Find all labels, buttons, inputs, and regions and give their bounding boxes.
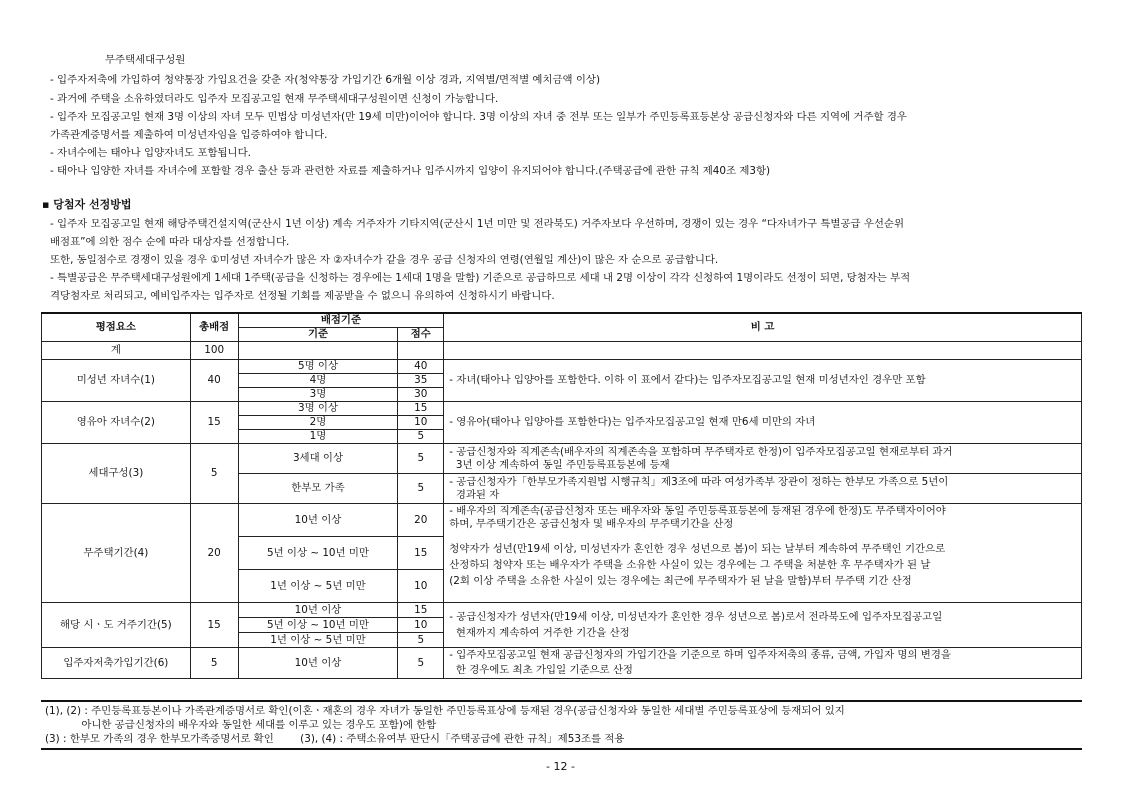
factor-cell: 입주자저축가입기간(6) (42, 648, 191, 679)
remark-cell (444, 603, 1082, 648)
score-cell: 5 (398, 474, 444, 504)
factor-cell: 해당 시ㆍ도 거주기간(5) (42, 603, 191, 648)
basis-cell: 3세대 이상 (238, 444, 398, 474)
remark-line: 청약자가 성년(만19세 이상, 미성년자가 혼인한 경우 성년으로 봄)이 되는 날부터 계속하여 무주택인 기간으로 (449, 543, 946, 555)
basis-cell: 2명 (238, 416, 398, 430)
remark-line: 현재까지 계속하여 거주한 기간을 산정 (449, 627, 630, 639)
remark-line: 3년 이상 계속하여 동일 주민등록표등본에 등재 (449, 458, 670, 471)
selection-line: 또한, 동일점수로 경쟁이 있을 경우 ①미성년 자녀수가 많은 자 ②자녀수가 같을 경우 공급 신청자의 연령(연월일 계산)이 많은 자 순으로 공급합니다. (50, 254, 719, 266)
remark-line (449, 531, 1078, 541)
basis-cell: 10년 이상 (238, 603, 398, 618)
remark-line: 하며, 무주택기간은 공급신청자 및 배우자의 무주택기간을 산정 (449, 518, 734, 530)
remark-cell: - 영유아(태아나 입양아를 포함한다)는 입주자모집공고일 현재 만6세 미만의 자녀 (444, 402, 1082, 444)
remark-line: - 공급신청자가「한부모가족지원법 시행규칙」제3조에 따라 여성가족부 장관이 정하는 한부모 가족으로 5년이 (449, 475, 949, 488)
total-label: 계 (42, 342, 191, 360)
score-cell: 15 (398, 537, 444, 570)
header-criteria: 배점기준 (238, 313, 444, 328)
remark-line: 산정하되 청약자 또는 배우자가 주택을 소유한 사실이 있는 경우에는 그 주택을 처분한 후 무주택자가 된 날 (449, 559, 931, 571)
score-cell: 15 (398, 402, 444, 416)
header-remarks: 비 고 (444, 313, 1082, 342)
basis-cell: 1년 이상 ~ 5년 미만 (238, 633, 398, 648)
header-factor: 평점요소 (42, 313, 191, 342)
selection-line: 배점표”에 의한 점수 순에 따라 대상자를 선정합니다. (50, 236, 290, 248)
basis-cell: 10년 이상 (238, 648, 398, 679)
remark-line: 경과된 자 (449, 488, 500, 501)
table-footnotes (41, 700, 1082, 750)
factor-cell: 영유아 자녀수(2) (42, 402, 191, 444)
remark-line: - 입주자모집공고일 현재 공급신청자의 가입기간을 기준으로 하며 입주자저축의 종류, 금액, 가입자 명의 변경을 (449, 649, 951, 661)
header-total: 총배점 (190, 313, 238, 342)
footnote-line: 아니한 공급신청자의 배우자와 동일한 세대를 이루고 있는 경우도 포함)에 한함 (45, 719, 437, 731)
score-cell: 5 (398, 444, 444, 474)
basis-cell: 5년 이상 ~ 10년 미만 (238, 537, 398, 570)
intro-line: - 입주자저축에 가입하여 청약통장 가입요건을 갖춘 자(청약통장 가입기간 6개월 이상 경과, 지역별/면적별 예치금액 이상) (50, 74, 600, 86)
remark-cell (444, 444, 1082, 474)
basis-cell: 1명 (238, 430, 398, 444)
score-cell: 10 (398, 570, 444, 603)
remark-line: 한 경우에도 최초 가입일 기준으로 산정 (449, 664, 633, 676)
score-cell: 35 (398, 374, 444, 388)
page-number: - 12 - (546, 760, 575, 773)
intro-heading: 무주택세대구성원 (105, 54, 186, 66)
intro-line: - 태아나 입양한 자녀를 자녀수에 포함할 경우 출산 등과 관련한 자료를 제출하거나 입주시까지 입양이 유지되어야 합니다.(주택공급에 관한 규칙 제40조 제3항) (50, 165, 771, 177)
total-cell: 20 (190, 504, 238, 603)
remark-cell (444, 474, 1082, 504)
score-cell: 10 (398, 618, 444, 633)
header-basis: 기준 (238, 328, 398, 342)
total-cell: 15 (190, 402, 238, 444)
factor-cell: 미성년 자녀수(1) (42, 360, 191, 402)
footnote-line: (3) : 한부모 가족의 경우 한부모가족증명서로 확인 (3), (4) : 주택소유여부 판단시「주택공급에 관한 규칙」제53조를 적용 (45, 733, 625, 745)
total-cell: 5 (190, 648, 238, 679)
factor-cell: 무주택기간(4) (42, 504, 191, 603)
score-cell: 5 (398, 648, 444, 679)
remark-cell (444, 504, 1082, 603)
basis-cell: 10년 이상 (238, 504, 398, 537)
score-cell: 20 (398, 504, 444, 537)
priority-score-table (41, 312, 1082, 679)
score-cell: 15 (398, 603, 444, 618)
intro-line: - 자녀수에는 태아나 입양자녀도 포함됩니다. (50, 147, 251, 159)
remark-cell: - 자녀(태아나 입양아를 포함한다. 이하 이 표에서 같다)는 입주자모집공고일 현재 미성년자인 경우만 포함 (444, 360, 1082, 402)
selection-line: - 특별공급은 무주택세대구성원에게 1세대 1주택(공급을 신청하는 경우에는 1세대 1명을 말함) 기준으로 공급하므로 세대 내 2명 이상이 각각 신청하여 1명이라도 선정이 되면, 당첨자는 부적 (50, 272, 911, 284)
total-cell: 5 (190, 444, 238, 504)
score-cell: 5 (398, 633, 444, 648)
total-value: 100 (190, 342, 238, 360)
basis-cell: 3명 이상 (238, 402, 398, 416)
footnote-line: (1), (2) : 주민등록표등본이나 가족관계증명서로 확인(이혼ㆍ재혼의 경우 자녀가 동일한 주민등록표상에 등재된 경우(공급신청자와 동일한 세대별 주민등록표상에 등재되어 있지 (45, 705, 845, 717)
selection-title: ▪ 당첨자 선정방법 (42, 198, 132, 211)
intro-line: 가족관계증명서를 제출하여 미성년자임을 입증하여야 합니다. (50, 129, 328, 141)
remark-line: - 공급신청자와 직계존속(배우자의 직계존속을 포함하며 무주택자로 한정)이 입주자모집공고일 현재로부터 과거 (449, 445, 953, 458)
score-cell: 10 (398, 416, 444, 430)
remark-line: - 배우자의 직계존속(공급신청자 또는 배우자와 동일 주민등록표등본에 등재된 경우에 한정)도 무주택자이어야 (449, 505, 946, 517)
selection-line: 격당첨자로 처리되고, 예비입주자는 입주자로 선정될 기회를 제공받을 수 없으니 유의하여 신청하시기 바랍니다. (50, 290, 555, 302)
basis-cell: 3명 (238, 388, 398, 402)
basis-cell: 5년 이상 ~ 10년 미만 (238, 618, 398, 633)
score-cell: 40 (398, 360, 444, 374)
total-cell: 15 (190, 603, 238, 648)
basis-cell: 4명 (238, 374, 398, 388)
intro-line: - 입주자 모집공고일 현재 3명 이상의 자녀 모두 민법상 미성년자(만 19세 미만)이어야 합니다. 3명 이상의 자녀 중 전부 또는 일부가 주민등록표등본상 공급신청자와 다른 지역에 거주할 경우 (50, 111, 907, 123)
header-score: 점수 (398, 328, 444, 342)
selection-line: - 입주자 모집공고일 현재 해당주택건설지역(군산시 1년 이상) 계속 거주자가 기타지역(군산시 1년 미만 및 전라북도) 거주자보다 우선하며, 경쟁이 있는 경우 “다자녀가구 특별공급 우선순위 (50, 218, 904, 230)
intro-line: - 과거에 주택을 소유하였더라도 입주자 모집공고일 현재 무주택세대구성원이면 신청이 가능합니다. (50, 93, 499, 105)
score-cell: 30 (398, 388, 444, 402)
basis-cell: 한부모 가족 (238, 474, 398, 504)
remark-line: (2회 이상 주택을 소유한 사실이 있는 경우에는 최근에 무주택자가 된 날을 말함)부터 무주택 기간 산정 (449, 575, 912, 587)
total-cell: 40 (190, 360, 238, 402)
remark-line: - 공급신청자가 성년자(만19세 이상, 미성년자가 혼인한 경우 성년으로 봄)로서 전라북도에 입주자모집공고일 (449, 611, 943, 623)
basis-cell: 1년 이상 ~ 5년 미만 (238, 570, 398, 603)
score-cell: 5 (398, 430, 444, 444)
basis-cell: 5명 이상 (238, 360, 398, 374)
factor-cell: 세대구성(3) (42, 444, 191, 504)
remark-cell (444, 648, 1082, 679)
